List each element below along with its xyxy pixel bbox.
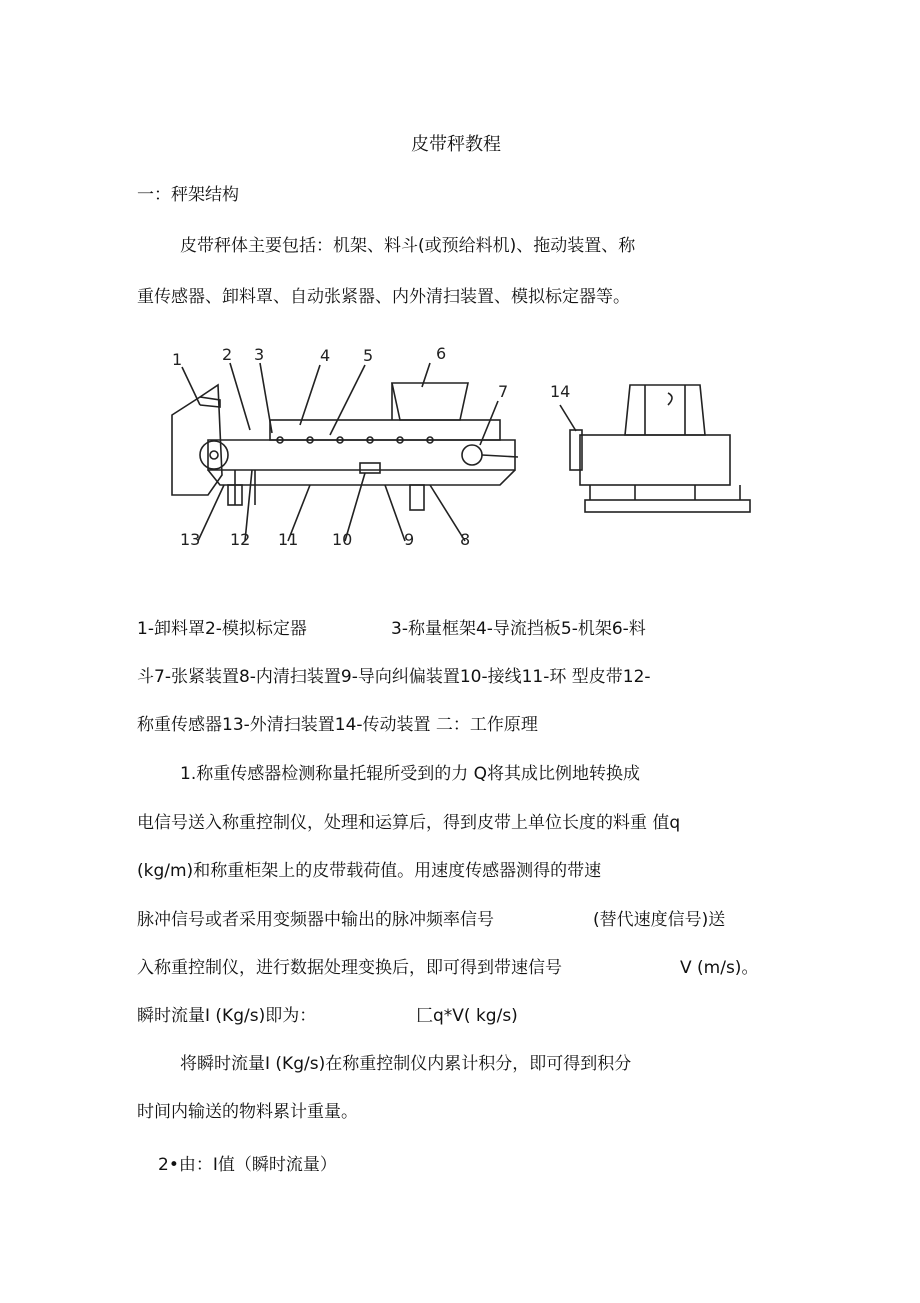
principle-line-3: (kg/m)和称重柜架上的皮带载荷值。用速度传感器测得的带速 <box>137 861 602 881</box>
head-pulley-shape <box>200 441 228 469</box>
principle-line-4b: (替代速度信号)送 <box>593 910 726 930</box>
figure-label: 5 <box>363 346 374 365</box>
figure-label: 2 <box>222 345 233 364</box>
legend-line-1b: 3-称量框架4-导流挡板5-机架6-料 <box>391 619 646 639</box>
figure-label: 12 <box>230 530 251 549</box>
legend-line-1a: 1-卸料罩2-模拟标定器 <box>137 619 307 639</box>
front-view-frame-shape <box>580 435 730 485</box>
integration-line-2: 时间内输送的物料累计重量。 <box>137 1102 358 1122</box>
belt-scale-diagram <box>160 345 755 555</box>
figure-label: 4 <box>320 346 331 365</box>
flow-formula: 匚q*V( kg/s) <box>416 1006 518 1026</box>
intro-line-1: 皮带秤体主要包括：机架、料斗(或预给料机)、拖动装置、称 <box>180 236 636 256</box>
principle-line-1: 1.称重传感器检测称量托辊所受到的力 Q将其成比例地转换成 <box>180 764 641 784</box>
principle-line-5a: 入称重控制仪，进行数据处理变换后，即可得到带速信号 <box>137 958 562 978</box>
figure-label: 13 <box>180 530 201 549</box>
figure-label: 1 <box>172 350 183 369</box>
guide-plate-shape <box>270 420 500 440</box>
principle-line-2: 电信号送入称重控制仪，处理和运算后，得到皮带上单位长度的料重 值q <box>137 813 681 833</box>
intro-line-2: 重传感器、卸料罩、自动张紧器、内外清扫装置、模拟标定器等。 <box>137 287 630 307</box>
legend-line-2: 斗7-张紧装置8-内清扫装置9-导向纠偏装置10-接线11-环 型皮带12- <box>137 667 651 687</box>
figure-label: 6 <box>436 345 447 363</box>
page-title: 皮带秤教程 <box>411 134 501 155</box>
figure-label: 3 <box>254 345 265 364</box>
principle-line-6a: 瞬时流量I (Kg/s)即为： <box>137 1006 317 1026</box>
hopper-shape <box>392 383 468 420</box>
figure-label: 10 <box>332 530 353 549</box>
figure-label: 11 <box>278 530 299 549</box>
figure-label: 7 <box>498 382 509 401</box>
item-2-heading: 2•由：I值（瞬时流量） <box>158 1155 337 1175</box>
figure-label: 8 <box>460 530 471 549</box>
tail-pulley-shape <box>462 445 482 465</box>
principle-line-4a: 脉冲信号或者采用变频器中输出的脉冲频率信号 <box>137 910 494 930</box>
integration-line-1: 将瞬时流量I (Kg/s)在称重控制仪内累计积分，即可得到积分 <box>180 1054 632 1074</box>
frame-shape <box>208 440 515 470</box>
figure-label: 9 <box>404 530 415 549</box>
figure-label: 14 <box>550 382 571 401</box>
legend-line-3: 称重传感器13-外清扫装置14-传动装置 二：工作原理 <box>137 715 538 735</box>
principle-line-5b: V (m/s)。 <box>680 958 759 978</box>
section-heading-frame: 一：秤架结构 <box>137 185 239 205</box>
